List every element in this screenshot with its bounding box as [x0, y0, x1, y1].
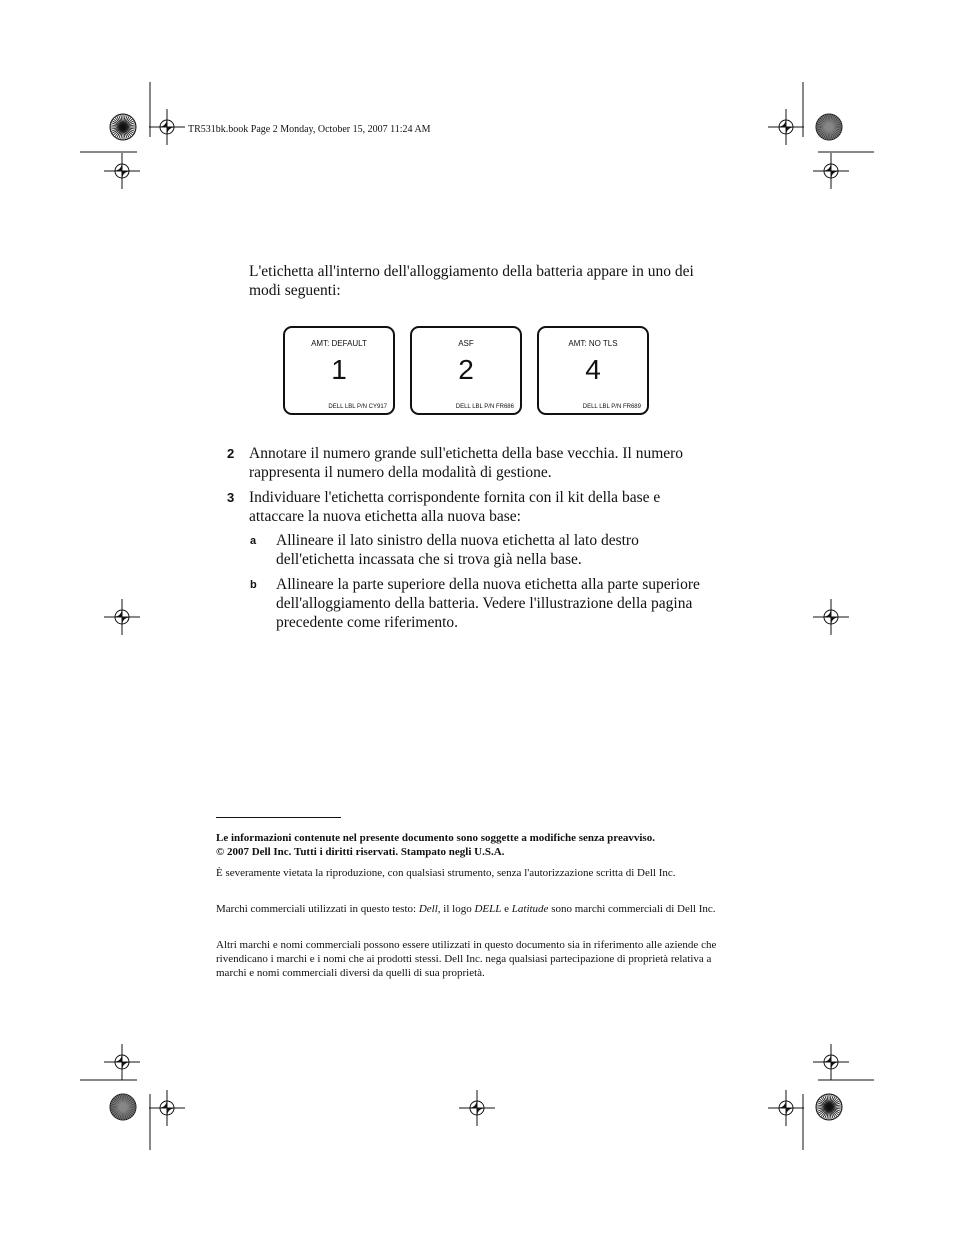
page-header-slug: TR531bk.book Page 2 Monday, October 15, 2007 11:24 AM [188, 124, 431, 135]
registration-target-icon [813, 153, 849, 189]
label-mode-name: ASF [458, 339, 474, 348]
trademark-name: DELL [474, 903, 502, 915]
star-target-icon [816, 1094, 842, 1120]
substep-text: Allineare la parte superiore della nuova etichetta alla parte superiore dell'alloggiamento della batteria. Vedere l'illustrazione della pagina precedente come riferimento. [276, 576, 700, 631]
registration-target-icon [768, 1090, 804, 1126]
reproduction-notice: È severamente vietata la riproduzione, con qualsiasi strumento, senza l'autorizzazione scritta di Dell Inc. [216, 867, 676, 879]
star-target-icon [110, 1094, 136, 1120]
label-mode-name: AMT: NO TLS [568, 339, 618, 348]
registration-target-icon [813, 599, 849, 635]
registration-target-icon [149, 109, 185, 145]
substep-letter: b [250, 579, 257, 591]
star-target-icon [816, 114, 842, 140]
registration-target-icon [459, 1090, 495, 1126]
intro-paragraph: L'etichetta all'interno dell'alloggiamento della batteria appare in uno dei modi seguenti: [249, 263, 694, 299]
label-part-number: DELL LBL P/N FR686 [455, 404, 514, 410]
trademark-text: Marchi commerciali utilizzati in questo testo: [216, 903, 419, 915]
label-mode-number: 4 [585, 354, 601, 385]
management-label-1 [283, 326, 395, 415]
step-text: Individuare l'etichetta corrispondente fornita con il kit della base e attaccare la nuova etichetta alla nuova base: [249, 489, 661, 525]
notice-line: Le informazioni contenute nel presente documento sono soggette a modifiche senza preavviso. [216, 832, 655, 844]
registration-target-icon [104, 1044, 140, 1080]
footnote-divider [216, 817, 341, 818]
label-mode-number: 1 [331, 354, 347, 385]
trademark-text: e [501, 903, 512, 915]
label-mode-number: 2 [458, 354, 474, 385]
substep-letter: a [250, 535, 257, 547]
label-mode-name: AMT: DEFAULT [311, 339, 367, 348]
step-text: Annotare il numero grande sull'etichetta della base vecchia. Il numero rappresenta il numero della modalità di gestione. [249, 445, 684, 481]
management-label-2 [410, 326, 522, 415]
other-trademarks-notice: Altri marchi e nomi commerciali possono essere utilizzati in questo documento sia in riferimento alle aziende che rivendicano i marchi e i nomi che ai prodotti stessi. Dell Inc. nega qualsiasi partecipazione di proprietà relativa a marchi e nomi commerciali diversi da quelli di sua proprietà. [216, 939, 717, 979]
label-part-number: DELL LBL P/N FR689 [582, 404, 641, 410]
registration-target-icon [104, 153, 140, 189]
management-label-4 [537, 326, 649, 415]
registration-target-icon [813, 1044, 849, 1080]
trademark-text: sono marchi commerciali di Dell Inc. [548, 903, 716, 915]
registration-target-icon [104, 599, 140, 635]
trademark-notice [216, 902, 721, 916]
trademark-name: Dell [418, 903, 438, 915]
label-part-number: DELL LBL P/N CY917 [328, 404, 387, 410]
trademark-text: , il logo [437, 903, 475, 915]
copyright-line: © 2007 Dell Inc. Tutti i diritti riservati. Stampato negli U.S.A. [216, 846, 505, 858]
step-number: 3 [227, 490, 235, 505]
trademark-name: Latitude [511, 903, 549, 915]
registration-target-icon [768, 109, 804, 145]
footer-notice [216, 831, 721, 859]
star-target-icon [110, 114, 136, 140]
substep-text: Allineare il lato sinistro della nuova etichetta al lato destro dell'etichetta incassata che si trova già nella base. [276, 532, 639, 568]
step-number: 2 [227, 446, 235, 461]
registration-target-icon [149, 1090, 185, 1126]
